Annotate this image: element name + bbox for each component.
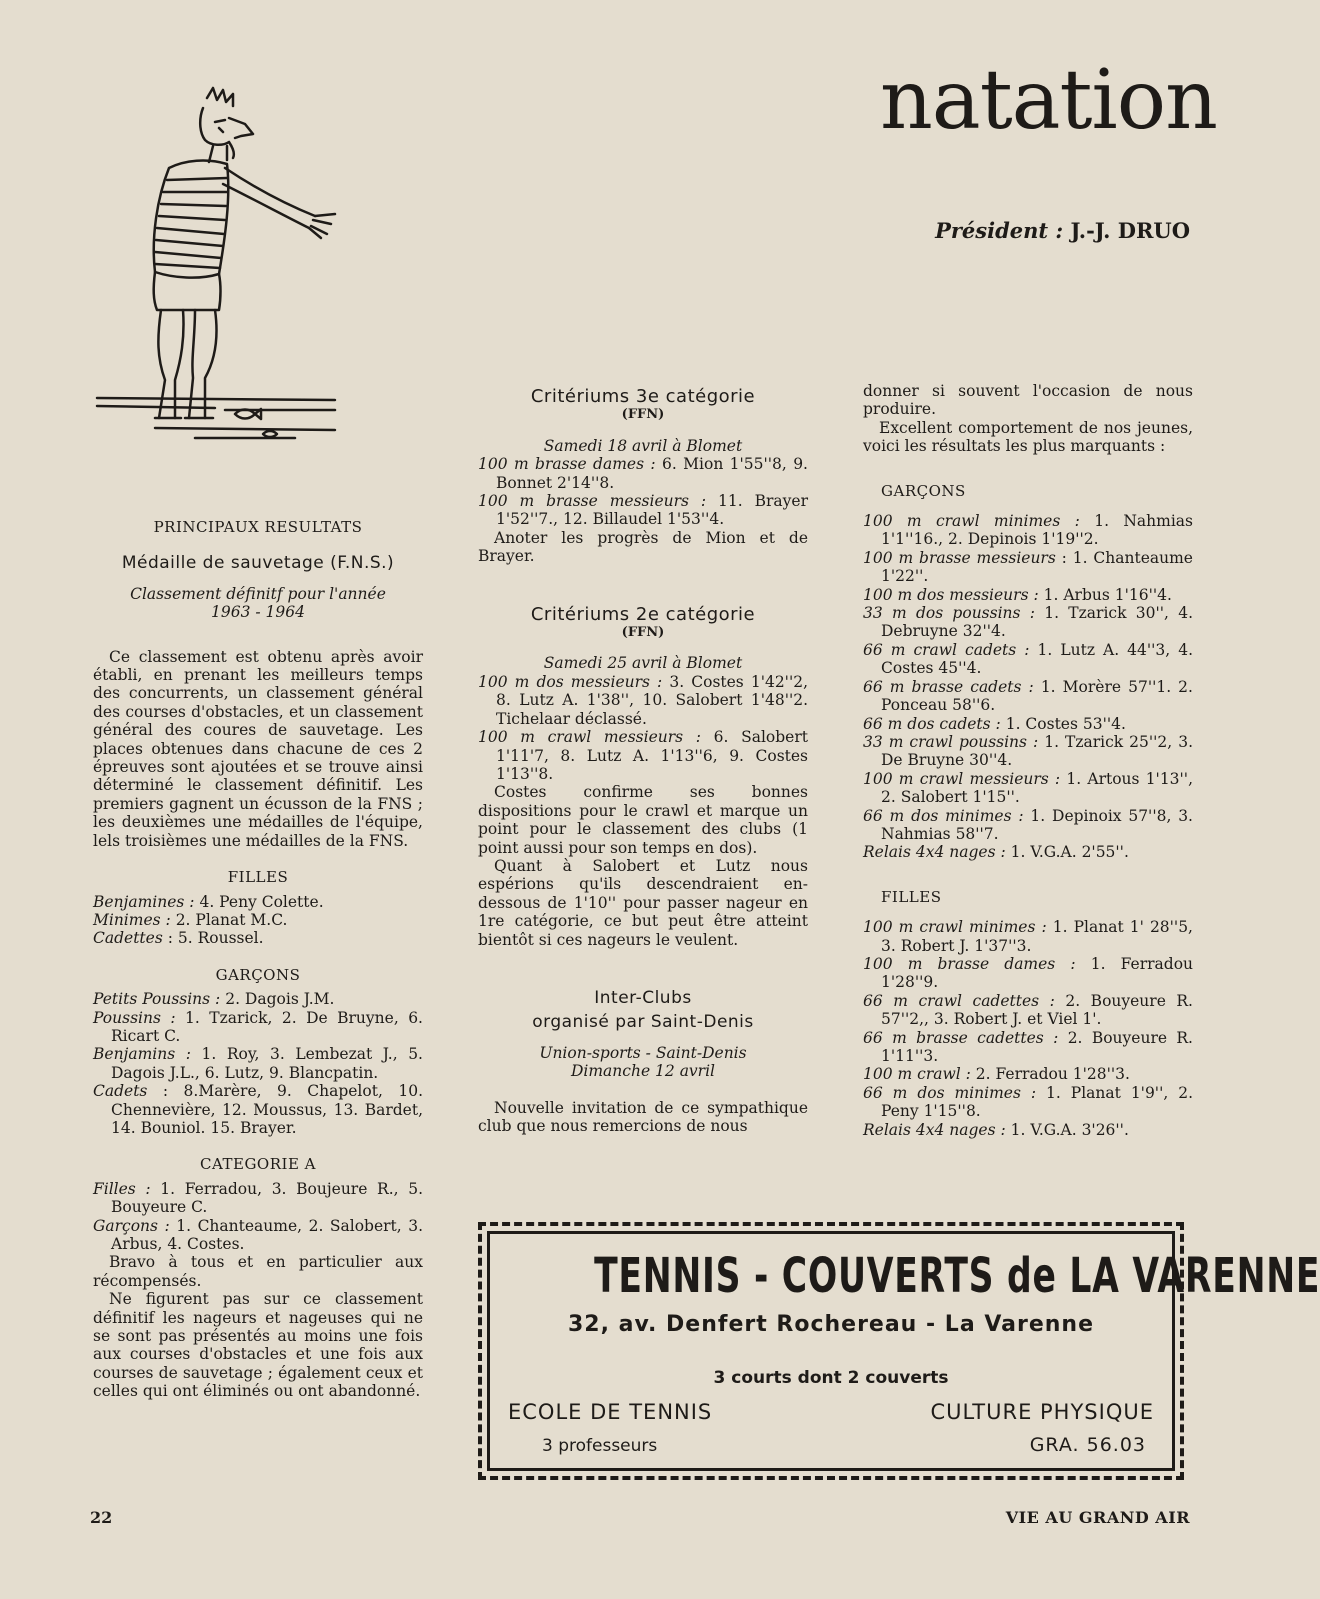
list-item: 100 m crawl minimes : 1. Planat 1' 28''5, 3. Robert J. 1'37''3. bbox=[863, 918, 1193, 955]
tennis-advertisement bbox=[478, 1222, 1320, 1480]
ad-culture: CULTURE PHYSIQUE bbox=[930, 1400, 1154, 1424]
inter-title: Inter-Clubs bbox=[594, 987, 692, 1008]
filles-list bbox=[93, 893, 423, 948]
crit2-title: Critériums 2e catégorie bbox=[530, 603, 756, 625]
inter-date: Dimanche 12 avril bbox=[570, 1062, 716, 1081]
continued-text: donner si souvent l'occasion de nous produire. bbox=[863, 382, 1193, 419]
ad-address: 32, av. Denfert Rochereau - La Varenne bbox=[567, 1312, 1095, 1337]
filles-heading: FILLES bbox=[227, 868, 289, 887]
column-middle bbox=[478, 388, 808, 1135]
garcons-heading: GARÇONS bbox=[215, 965, 301, 984]
ad-profs: 3 professeurs bbox=[542, 1436, 658, 1456]
list-item: 66 m brasse cadets : 1. Morère 57''1. 2. Ponceau 58''6. bbox=[863, 677, 1193, 715]
list-item: 100 m brasse dames : 6. Mion 1'55''8, 9. Bonnet 2'14''8. bbox=[478, 455, 808, 492]
garcons-results bbox=[863, 512, 1193, 862]
list-item: 100 m crawl messieurs : 6. Salobert 1'11'7, 8. Lutz A. 1'13''6, 9. Costes 1'13''8. bbox=[478, 728, 808, 783]
list-item: Minimes : 2. Planat M.C. bbox=[93, 910, 288, 929]
results-heading: PRINCIPAUX RESULTATS bbox=[153, 518, 363, 536]
column-right bbox=[863, 382, 1193, 1139]
list-item: 66 m dos minimes : 1. Depinoix 57''8, 3. Nahmias 58''7. bbox=[863, 806, 1193, 843]
classement-intro: Ce classement est obtenu après avoir établi, en prenant les meilleurs temps des concurrents, un classement général des courses d'obstacles, et un classement général des coures de sauvetage. Les places obtenues dans chacune de ces 2 épreuves sont ajoutées et se trouve ainsi déterminé le classement définitif. Les premiers gagnent un écusson de la FNS ; les deuxièmes une médailles de l'équipe, lels troisièmes une médailles de la FNS. bbox=[93, 647, 423, 850]
president-line bbox=[880, 218, 1190, 243]
col3-intro: Excellent comportement de nos jeunes, voici les résultats les plus marquants : bbox=[863, 418, 1193, 456]
president-name: J.-J. DRUO bbox=[1070, 218, 1190, 243]
filles-results bbox=[863, 918, 1193, 1139]
closing-paragraph-1: Bravo à tous et en particulier aux récompensés. bbox=[93, 1253, 423, 1290]
list-item: Filles : 1. Ferradou, 3. Boujeure R., 5. Bouyeure C. bbox=[93, 1179, 424, 1217]
list-item: 100 m crawl : 2. Ferradou 1'28''3. bbox=[863, 1065, 1130, 1084]
list-item: 100 m brasse messieurs : 11. Brayer 1'52''7., 12. Billaudel 1'53''4. bbox=[478, 492, 808, 529]
filles-heading: FILLES bbox=[881, 887, 942, 906]
list-item: 33 m crawl poussins : 1. Tzarick 25''2, 3. De Bruyne 30''4. bbox=[863, 732, 1193, 770]
list-item: 66 m dos cadets : 1. Costes 53''4. bbox=[863, 714, 1126, 733]
crit2-sub: (FFN) bbox=[621, 625, 665, 641]
list-item: Benjamines : 4. Peny Colette. bbox=[93, 892, 324, 911]
list-item: Relais 4x4 nages : 1. V.G.A. 3'26''. bbox=[863, 1120, 1129, 1139]
list-item: 33 m dos poussins : 1. Tzarick 30'', 4. Debruyne 32''4. bbox=[863, 604, 1193, 641]
garcons-heading: GARÇONS bbox=[881, 481, 966, 500]
list-item: Garçons : 1. Chanteaume, 2. Salobert, 3. Arbus, 4. Costes. bbox=[93, 1216, 424, 1253]
list-item: 66 m crawl cadets : 1. Lutz A. 44''3, 4. Costes 45''4. bbox=[863, 640, 1193, 678]
classement-line1: Classement définitf pour l'année bbox=[130, 584, 386, 603]
crit2-note-1: Costes confirme ses bonnes dispositions pour le crawl et marque un point pour le classement des clubs (1 point aussi pour son temps en dos). bbox=[478, 783, 808, 857]
crit3-note: Anoter les progrès de Mion et de Brayer. bbox=[478, 528, 808, 566]
inter-sub: organisé par Saint-Denis bbox=[532, 1012, 754, 1033]
magazine-name: VIE AU GRAND AIR bbox=[1005, 1508, 1190, 1527]
list-item: 100 m dos messieurs : 3. Costes 1'42''2, 8. Lutz A. 1'38'', 10. Salobert 1'48''2. Tichelaar déclassé. bbox=[478, 672, 808, 728]
section-title: natation bbox=[880, 53, 1217, 148]
categorie-list bbox=[93, 1180, 423, 1254]
diver-cartoon-icon bbox=[95, 88, 350, 453]
ad-school: ECOLE DE TENNIS bbox=[508, 1400, 713, 1424]
list-item: Cadets : 8.Marère, 9. Chapelot, 10. Chennevière, 12. Moussus, 13. Bardet, 14. Bouniol. 15. Brayer. bbox=[93, 1082, 423, 1137]
list-item: 100 m brasse messieurs : 1. Chanteaume 1'22''. bbox=[863, 548, 1193, 586]
closing-paragraph-2: Ne figurent pas sur ce classement définitif les nageurs et nageuses qui ne se sont pas présentés au moins une fois aux courses d'obstacles et une fois aux courses de sauvetage ; également ceux et celles qui ont éliminés ou ont abandonné. bbox=[93, 1290, 423, 1401]
medal-title: Médaille de sauvetage (F.N.S.) bbox=[121, 553, 395, 574]
ad-courts: 3 courts dont 2 couverts bbox=[713, 1368, 949, 1388]
list-item: Poussins : 1. Tzarick, 2. De Bruyne, 6. Ricart C. bbox=[93, 1008, 423, 1045]
categorie-heading: CATEGORIE A bbox=[200, 1155, 316, 1174]
ad-business-name: TENNIS - COUVERTS de LA VARENNE bbox=[594, 1248, 1320, 1304]
crit3-title: Critériums 3e catégorie bbox=[530, 386, 756, 407]
list-item: 100 m brasse dames : 1. Ferradou 1'28''9. bbox=[863, 954, 1194, 992]
list-item: 66 m dos minimes : 1. Planat 1'9'', 2. Peny 1'15''8. bbox=[863, 1083, 1193, 1121]
list-item: 100 m crawl minimes : 1. Nahmias 1'1''16., 2. Depinois 1'19''2. bbox=[863, 512, 1193, 549]
list-item: Petits Poussins : 2. Dagois J.M. bbox=[93, 990, 335, 1009]
president-label: Président : bbox=[935, 218, 1064, 243]
crit3-sub: (FFN) bbox=[621, 407, 665, 423]
list-item: Benjamins : 1. Roy, 3. Lembezat J., 5. Dagois J.L., 6. Lutz, 9. Blancpatin. bbox=[93, 1045, 423, 1082]
crit2-note-2: Quant à Salobert et Lutz nous espérions qu'ils descendraient en-dessous de 1'10'' pour passer nageur en 1re catégorie, ce but peut être atteint bientôt si ces nageurs le veulent. bbox=[478, 856, 808, 949]
list-item: Cadettes : 5. Roussel. bbox=[93, 929, 264, 948]
inter-text: Nouvelle invitation de ce sympathique club que nous remercions de nous bbox=[478, 1098, 808, 1135]
crit3-date: Samedi 18 avril à Blomet bbox=[543, 436, 743, 455]
list-item: 66 m brasse cadettes : 2. Bouyeure R. 1'11''3. bbox=[863, 1028, 1193, 1065]
list-item: 100 m dos messieurs : 1. Arbus 1'16''4. bbox=[863, 585, 1172, 604]
page-number: 22 bbox=[90, 1508, 113, 1527]
list-item: 66 m crawl cadettes : 2. Bouyeure R. 57''2,, 3. Robert J. et Viel 1'. bbox=[863, 991, 1193, 1029]
list-item: 100 m crawl messieurs : 1. Artous 1'13'', 2. Salobert 1'15''. bbox=[863, 769, 1193, 807]
garcons-list bbox=[93, 990, 423, 1137]
crit2-date: Samedi 25 avril à Blomet bbox=[543, 654, 743, 673]
classement-line2: 1963 - 1964 bbox=[211, 603, 305, 622]
inter-place: Union-sports - Saint-Denis bbox=[539, 1043, 747, 1062]
column-left bbox=[93, 518, 423, 1401]
list-item: Relais 4x4 nages : 1. V.G.A. 2'55''. bbox=[863, 843, 1129, 862]
ad-phone: GRA. 56.03 bbox=[1029, 1434, 1146, 1456]
